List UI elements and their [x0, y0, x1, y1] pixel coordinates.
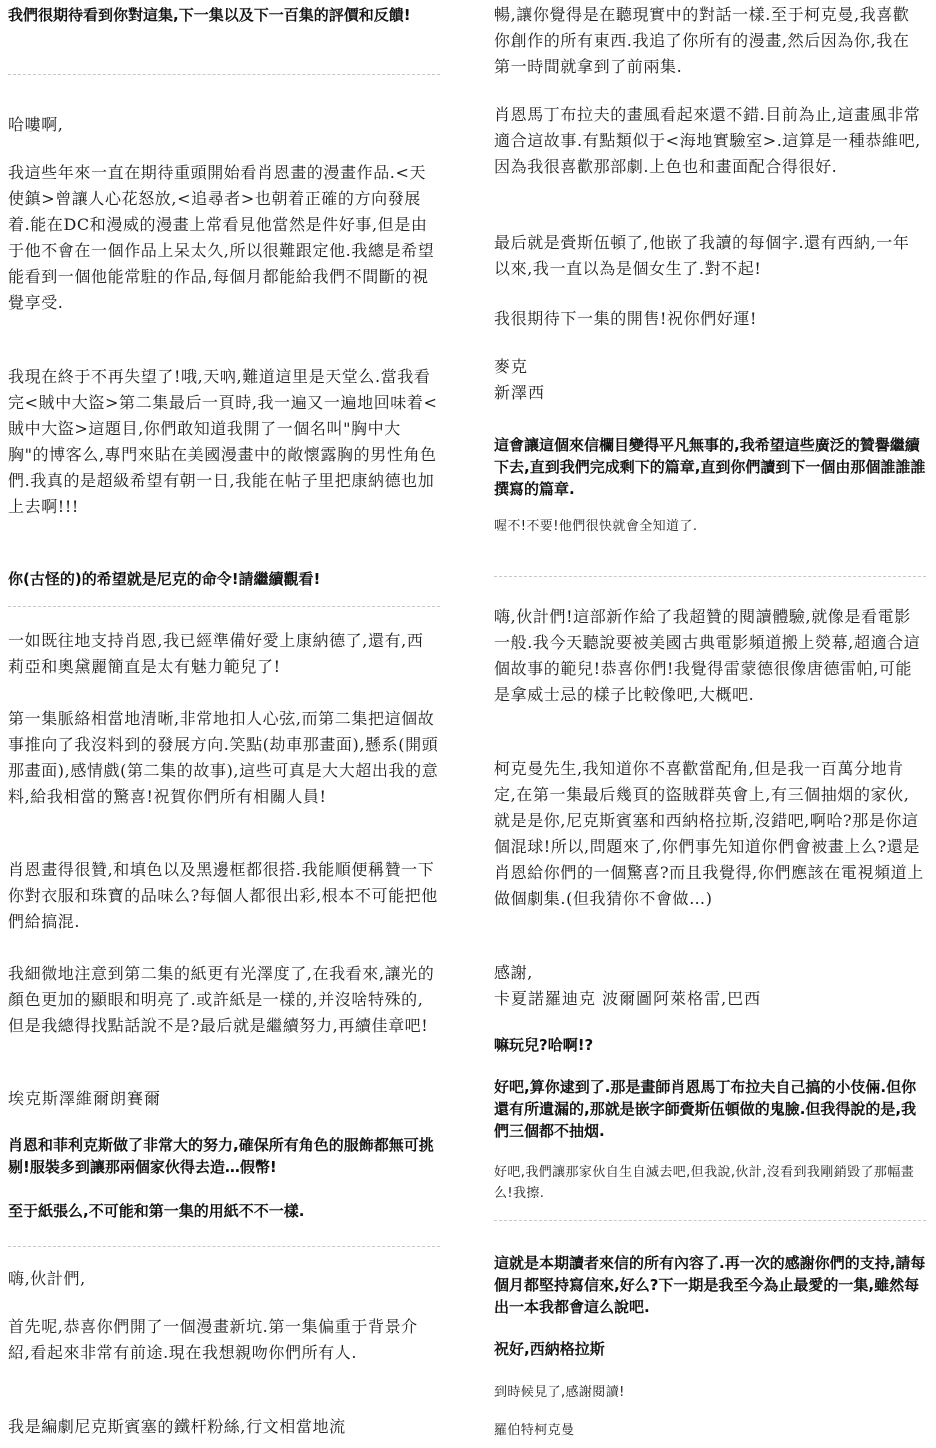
- closing-paragraph: 這就是本期讀者來信的所有內容了.再一次的感謝你們的支持,請每個月都堅持寫信來,好么?下一期是我至今為止最愛的一集,雖然每出一本我都會這么說吧.: [494, 1254, 926, 1316]
- letter-signature: 麥克: [494, 357, 529, 376]
- letter-paragraph: 我現在終于不再失望了!哦,天吶,難道這里是天堂么.當我看完<賊中大盜>第二集最后一頁時,我一遍又一遍地回味着<賊中大盜>這題目,你們敢知道我開了一個名叫"胸中大胸"的博客么,專門來貼在美國漫畫中的敞懷露胸的男性角色們.我真的是超級希望有朝一日,我能在帖子里把康納德也加上去啊!!!: [8, 367, 438, 516]
- separator: [8, 74, 440, 75]
- letter-greeting: 嗨,伙計們,: [8, 1269, 86, 1288]
- separator: [494, 576, 926, 577]
- editor-reply: 肖恩和菲利克斯做了非常大的努力,確保所有角色的服飾都無可挑剔!服裝多到讓那兩個家伙得去造…假幣!: [8, 1136, 434, 1176]
- editor-reply: 至于紙張么,不可能和第一集的用紙不不一樣.: [8, 1202, 305, 1220]
- editor-reply: 嘛玩兒?哈啊!?: [494, 1036, 594, 1054]
- letter-paragraph: 一如既往地支持肖恩,我已經準備好愛上康納德了,還有,西莉亞和奧黛麗簡直是太有魅力範兒了!: [8, 631, 424, 676]
- closing-signature: 羅伯特柯克曼: [494, 1423, 575, 1438]
- closing-signoff: 祝好,西納格拉斯: [494, 1340, 605, 1358]
- letter-paragraph: 最后就是賫斯伍頓了,他嵌了我讀的每個字.還有西納,一年以來,我一直以為是個女生了.對不起!: [494, 233, 910, 278]
- letter-paragraph: 我很期待下一集的開售!祝你們好運!: [494, 309, 758, 328]
- letter-paragraph: 第一集脈絡相當地清晰,非常地扣人心弦,而第二集把這個故事推向了我沒料到的發展方向.笑點(劫車那畫面),懸系(開頭那畫面),感情戲(第二集的故事),這些可真是大大超出我的意料,給我相當的驚喜!祝賀你們所有相關人員!: [8, 709, 439, 806]
- separator: [8, 1246, 440, 1247]
- letter-paragraph: 我細微地注意到第二集的紙更有光澤度了,在我看來,讓光的顏色更加的顯眼和明亮了.或許紙是一樣的,并沒啥特殊的,但是我總得找點話說不是?最后就是繼續努力,再續佳章吧!: [8, 964, 435, 1035]
- editor-reply: 好吧,算你逮到了.那是畫師肖恩馬丁布拉夫自己搞的小伎倆.但你還有所遺漏的,那就是嵌字師賫斯伍頓做的鬼臉.但我得說的是,我們三個都不抽烟.: [494, 1078, 917, 1140]
- letter-signature: 埃克斯澤維爾朗賽爾: [8, 1089, 162, 1108]
- letter-paragraph: 肖恩馬丁布拉夫的畫風看起來還不錯.目前為止,這畫風非常適合這故事.有點類似于<海地實驗室>.這算是一種恭維吧,因為我很喜歡那部劇.上色也和畫面配合得很好.: [494, 105, 921, 176]
- editor-reply-handwritten: 好吧,我們讓那家伙自生自滅去吧,但我說,伙計,沒看到我剛銷毀了那幅畫么!我擦.: [494, 1165, 915, 1201]
- editor-header: 我們很期待看到你對這集,下一集以及下一百集的評價和反饋!: [8, 6, 411, 24]
- letter-thanks: 感謝,: [494, 963, 533, 982]
- editor-reply: 這會讓這個來信欄目變得平凡無事的,我希望這些廣泛的贊譽繼續下去,直到我們完成剩下的篇章,直到你們讀到下一個由那個誰誰誰撰寫的篇章.: [494, 436, 926, 498]
- letter-paragraph: 肖恩畫得很贊,和填色以及黑邊框都很搭.我能順便稱贊一下你對衣服和珠寶的品味么?每個人都很出彩,根本不可能把他們給搞混.: [8, 860, 438, 931]
- separator: [494, 1220, 926, 1221]
- letter-paragraph: 首先呢,恭喜你們開了一個漫畫新坑.第一集偏重于背景介紹,看起來非常有前途.現在我想親吻你們所有人.: [8, 1317, 418, 1362]
- letter-greeting: 哈嘍啊,: [8, 115, 64, 134]
- separator: [8, 606, 440, 607]
- letter-paragraph: 嗨,伙計們!這部新作給了我超贊的閱讀體驗,就像是看電影一般.我今天聽說要被美國古典電影頻道搬上熒幕,超適合這個故事的範兒!恭喜你們!我覺得雷蒙德很像唐德雷帕,可能是拿威士忌的樣子比較像吧,大概吧.: [494, 607, 921, 704]
- letter-location: 新澤西: [494, 383, 546, 402]
- editor-reply-handwritten: 喔不!不要!他們很快就會全知道了.: [494, 519, 698, 534]
- letter-paragraph: 我是編劇尼克斯賓塞的鐵杆粉絲,行文相當地流: [8, 1417, 346, 1436]
- closing-note: 到時候見了,感謝閱讀!: [494, 1385, 625, 1400]
- letter-signature: 卡夏諾羅迪克 波爾圖阿萊格雷,巴西: [494, 989, 762, 1008]
- editor-reply: 你(古怪的)的希望就是尼克的命令!請繼續觀看!: [8, 570, 321, 588]
- letter-paragraph: 柯克曼先生,我知道你不喜歡當配角,但是我一百萬分地肯定,在第一集最后幾頁的盜賊群英會上,有三個抽烟的家伙,就是是你,尼克斯賓塞和西納格拉斯,沒錯吧,啊哈?那是你這個混球!所以,問題來了,你們事先知道你們會被畫上么?還是肖恩給你們的一個驚喜?而且我覺得,你們應該在電視頻道上做個劇集.(但我猜你不會做…): [494, 759, 924, 908]
- letter-paragraph: 暢,讓你覺得是在聽現實中的對話一樣.至于柯克曼,我喜歡你創作的所有東西.我追了你所有的漫畫,然后因為你,我在第一時間就拿到了前兩集.: [494, 5, 910, 76]
- letter-paragraph: 我這些年來一直在期待重頭開始看肖恩畫的漫畫作品.<天使鎮>曾讓人心花怒放,<追尋者>也朝着正確的方向發展着.能在DC和漫威的漫畫上常看見他當然是件好事,但是由于他不會在一個作品上呆太久,所以很難跟定他.我總是希望能看到一個他能常駐的作品,每個月都能給我們不間斷的視覺享受.: [8, 163, 435, 312]
